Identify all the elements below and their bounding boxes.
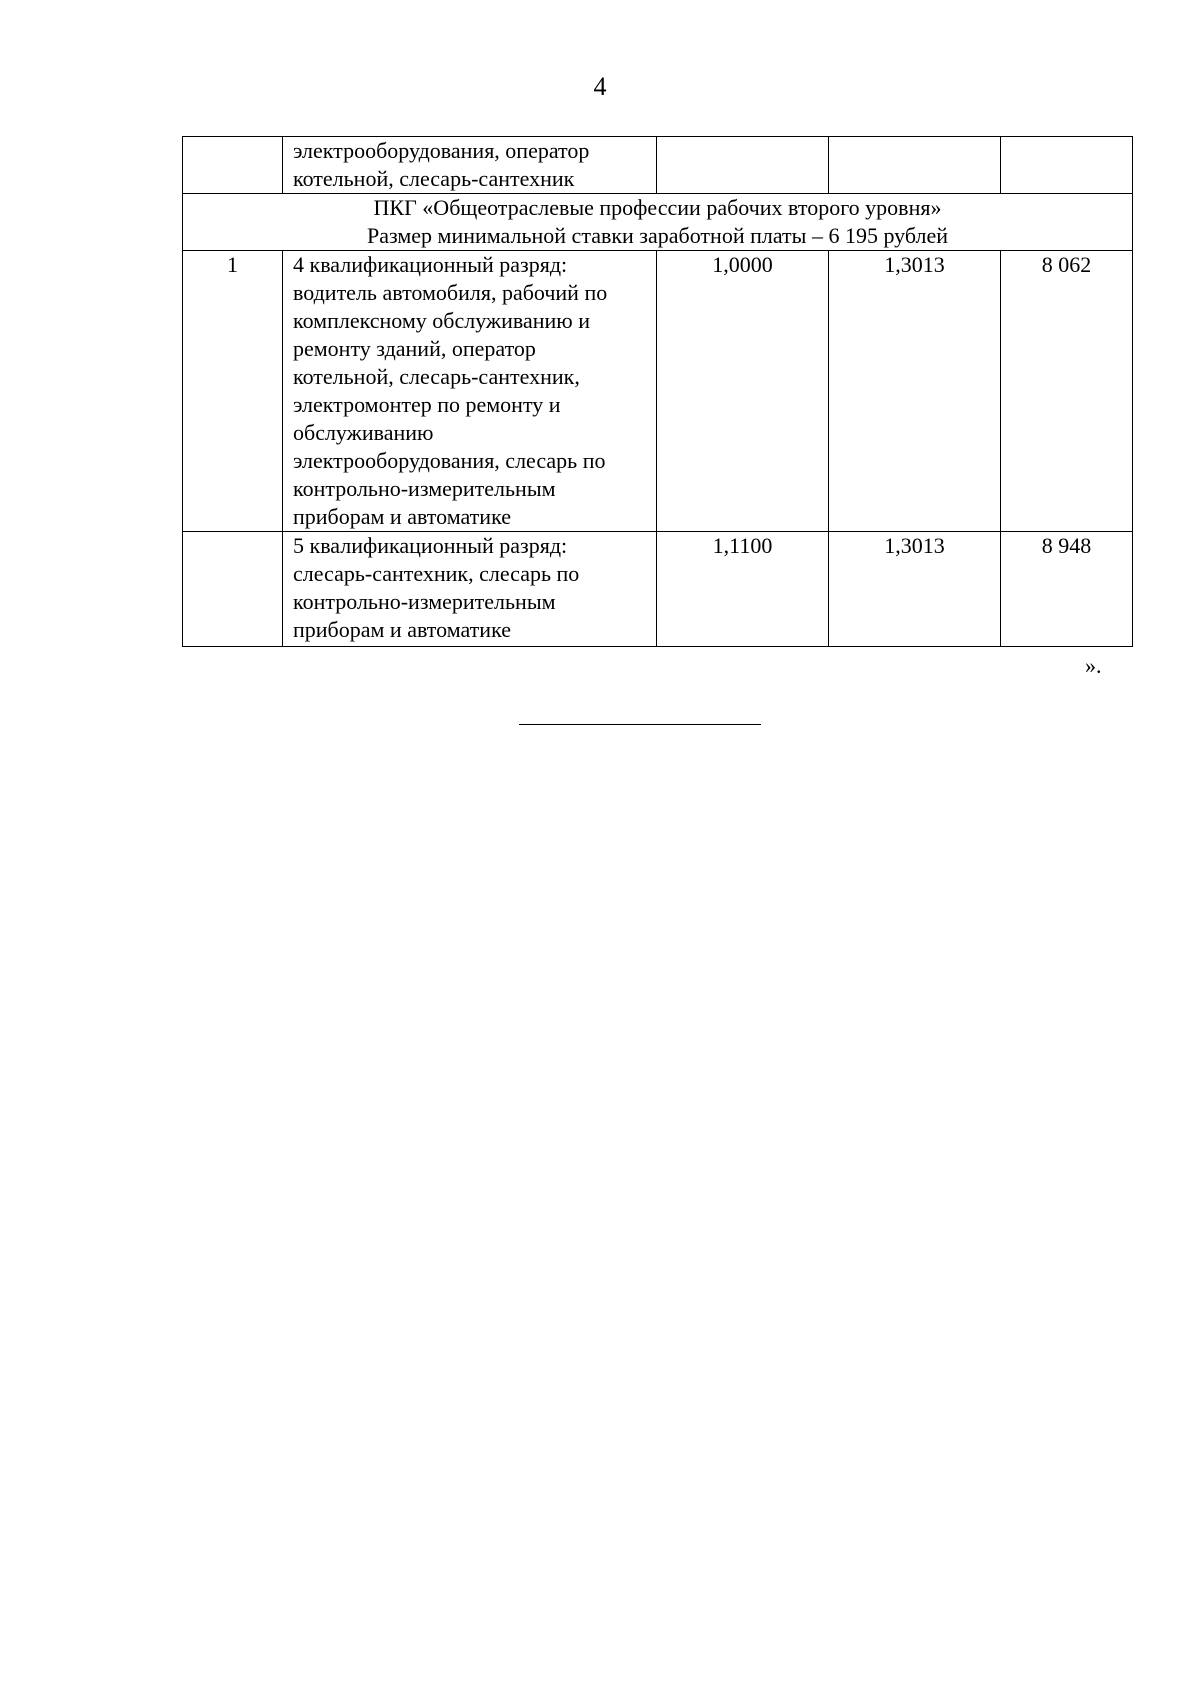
description-line: комплексному обслуживанию и [293, 308, 591, 333]
description-line: электрооборудования, слесарь по [293, 448, 606, 473]
row-number: 1 [183, 251, 283, 532]
group-subtitle: Размер минимальной ставки заработной платы – 6 195 рублей [366, 223, 949, 248]
coefficient-cell [829, 137, 1001, 194]
description-line: электромонтер по ремонту и [293, 392, 561, 417]
group-header-cell [183, 194, 1133, 251]
end-separator-line [519, 724, 761, 725]
page-number: 4 [593, 72, 607, 101]
description-line: котельной, слесарь-сантехник [293, 166, 575, 191]
amount-cell [1001, 137, 1133, 194]
description-line: слесарь-сантехник, слесарь по [293, 561, 580, 586]
row-number [183, 532, 283, 647]
description-line: 5 квалификационный разряд: [293, 533, 568, 558]
description-line: котельной, слесарь-сантехник, [293, 364, 580, 389]
coefficient-cell [657, 137, 829, 194]
description-line: контрольно-измерительным [293, 476, 556, 501]
closing-quote: ». [1085, 653, 1102, 678]
position-description [283, 137, 657, 194]
row-number [183, 137, 283, 194]
description-line: контрольно-измерительным [293, 589, 556, 614]
table-row [183, 137, 1133, 194]
description-line: приборам и автоматике [293, 617, 511, 642]
position-description [283, 251, 657, 532]
salary-table [182, 136, 1133, 647]
amount-cell: 8 062 [1001, 251, 1133, 532]
description-line: ремонту зданий, оператор [293, 336, 536, 361]
description-line: приборам и автоматике [293, 504, 511, 529]
coefficient-cell: 1,3013 [829, 532, 1001, 647]
description-line: обслуживанию [293, 420, 434, 445]
amount-cell: 8 948 [1001, 532, 1133, 647]
description-line: водитель автомобиля, рабочий по [293, 280, 608, 305]
group-header-row [183, 194, 1133, 251]
coefficient-cell: 1,1100 [657, 532, 829, 647]
position-description [283, 532, 657, 647]
table-row [183, 251, 1133, 532]
coefficient-cell: 1,0000 [657, 251, 829, 532]
group-title: ПКГ «Общеотраслевые профессии рабочих второго уровня» [373, 195, 942, 220]
description-line: электрооборудования, оператор [293, 138, 590, 163]
description-line: 4 квалификационный разряд: [293, 252, 568, 277]
table-row [183, 532, 1133, 647]
coefficient-cell: 1,3013 [829, 251, 1001, 532]
